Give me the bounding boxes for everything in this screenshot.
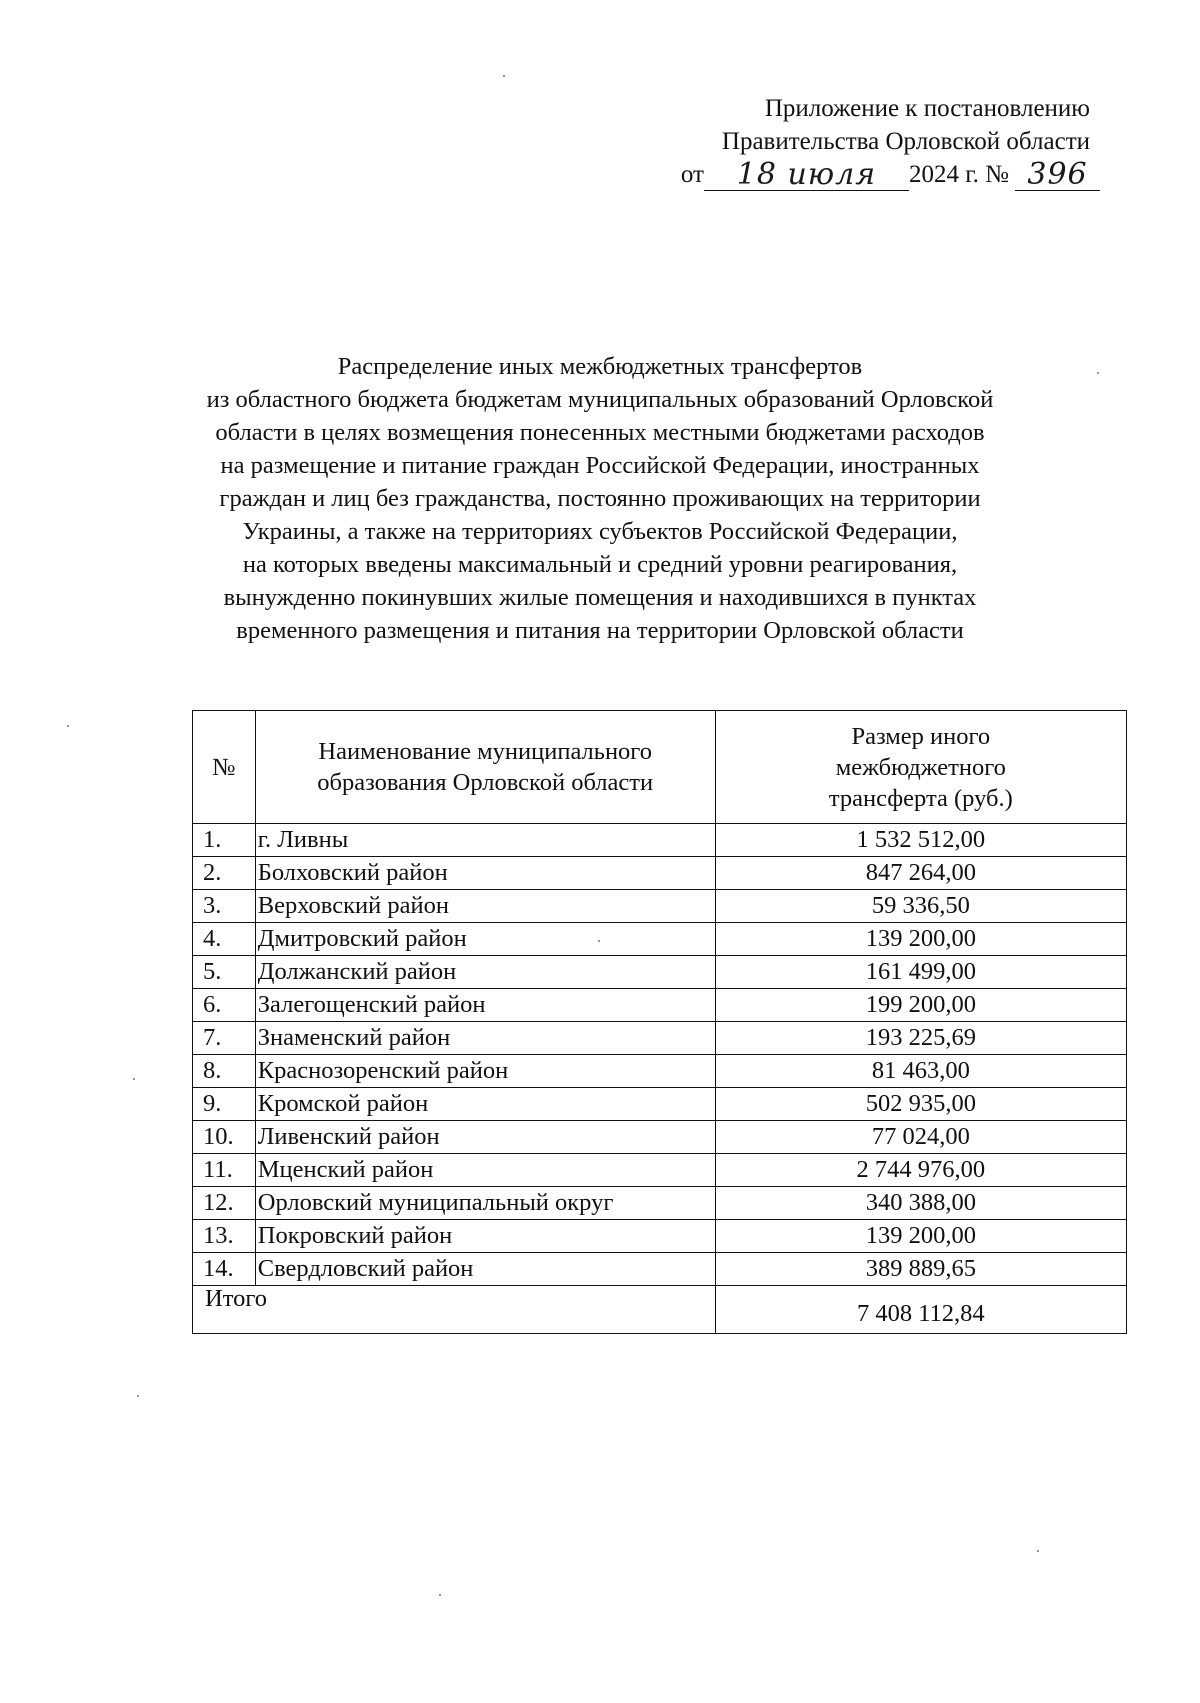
table-row bbox=[193, 1220, 1127, 1253]
scan-speck bbox=[503, 75, 505, 77]
title-line: области в целях возмещения понесенных местными бюджетами расходов bbox=[215, 419, 985, 446]
row-number: 3. bbox=[193, 890, 256, 923]
title-line: на которых введены максимальный и средний уровни реагирования, bbox=[242, 551, 958, 578]
header-number: № bbox=[193, 711, 256, 824]
handwritten-date: 18 июля bbox=[704, 160, 909, 191]
table-row bbox=[193, 1253, 1127, 1286]
title-line: вынужденно покинувших жилые помещения и находившихся в пунктах bbox=[223, 584, 977, 611]
scan-speck bbox=[1037, 1550, 1039, 1552]
municipality-name: Должанский район bbox=[255, 956, 715, 989]
row-number: 5. bbox=[193, 956, 256, 989]
table-row bbox=[193, 890, 1127, 923]
scan-speck bbox=[1097, 372, 1099, 374]
row-number: 7. bbox=[193, 1022, 256, 1055]
transfer-amount: 199 200,00 bbox=[715, 989, 1126, 1022]
row-number: 1. bbox=[193, 824, 256, 857]
municipality-name: Дмитровский район bbox=[255, 923, 715, 956]
transfer-amount: 193 225,69 bbox=[715, 1022, 1126, 1055]
title-line: Распределение иных межбюджетных трансфертов bbox=[337, 353, 863, 380]
row-number: 12. bbox=[193, 1187, 256, 1220]
municipality-name: Кромской район bbox=[255, 1088, 715, 1121]
title-line: временного размещения и питания на территории Орловской области bbox=[236, 617, 964, 644]
title-line: из областного бюджета бюджетам муниципальных образований Орловской bbox=[206, 386, 994, 413]
header-municipality-line-1: Наименование муниципального bbox=[318, 738, 652, 765]
table-row bbox=[193, 1121, 1127, 1154]
table-row bbox=[193, 956, 1127, 989]
table-row bbox=[193, 1088, 1127, 1121]
header-amount-line-1: Размер иного bbox=[851, 722, 991, 750]
transfer-amount: 847 264,00 bbox=[715, 857, 1126, 890]
table-row bbox=[193, 1154, 1127, 1187]
scan-speck bbox=[133, 1078, 135, 1080]
transfer-amount: 161 499,00 bbox=[715, 956, 1126, 989]
row-number: 10. bbox=[193, 1121, 256, 1154]
row-number: 14. bbox=[193, 1253, 256, 1286]
total-row bbox=[193, 1286, 1127, 1334]
scan-speck bbox=[439, 1594, 441, 1596]
total-amount: 7 408 112,84 bbox=[715, 1286, 1126, 1334]
row-number: 4. bbox=[193, 923, 256, 956]
transfer-amount: 77 024,00 bbox=[715, 1121, 1126, 1154]
handwritten-number: 396 bbox=[1015, 160, 1100, 191]
appendix-line-2: Правительства Орловской области bbox=[721, 128, 1090, 155]
municipality-name: Знаменский район bbox=[255, 1022, 715, 1055]
header-municipality bbox=[255, 711, 715, 824]
table-row bbox=[193, 1055, 1127, 1088]
scan-speck bbox=[137, 1395, 139, 1397]
document-title bbox=[150, 350, 1050, 647]
title-line: Украины, а также на территориях субъектов Российской Федерации, bbox=[242, 518, 958, 545]
municipality-name: Мценский район bbox=[255, 1154, 715, 1187]
transfer-amount: 502 935,00 bbox=[715, 1088, 1126, 1121]
row-number: 2. bbox=[193, 857, 256, 890]
municipality-name: Свердловский район bbox=[255, 1253, 715, 1286]
header-amount-line-3: трансферта (руб.) bbox=[828, 784, 1013, 812]
municipality-name: Покровский район bbox=[255, 1220, 715, 1253]
municipality-name: Верховский район bbox=[255, 890, 715, 923]
transfers-table bbox=[192, 710, 1127, 1334]
municipality-name: Орловский муниципальный округ bbox=[255, 1187, 715, 1220]
appendix-date-line bbox=[600, 158, 1100, 191]
row-number: 8. bbox=[193, 1055, 256, 1088]
row-number: 6. bbox=[193, 989, 256, 1022]
appendix-reference bbox=[600, 92, 1100, 191]
header-municipality-line-2: образования Орловской области bbox=[317, 769, 654, 796]
year-and-number-label: 2024 г. № bbox=[908, 161, 1009, 188]
total-label: Итого bbox=[193, 1286, 716, 1334]
transfer-amount: 81 463,00 bbox=[715, 1055, 1126, 1088]
table-row bbox=[193, 989, 1127, 1022]
transfer-amount: 59 336,50 bbox=[715, 890, 1126, 923]
row-number: 13. bbox=[193, 1220, 256, 1253]
municipality-name: Залегощенский район bbox=[255, 989, 715, 1022]
municipality-name: Ливенский район bbox=[255, 1121, 715, 1154]
row-number: 11. bbox=[193, 1154, 256, 1187]
table-row bbox=[193, 923, 1127, 956]
table-row bbox=[193, 857, 1127, 890]
transfer-amount: 389 889,65 bbox=[715, 1253, 1126, 1286]
table-row bbox=[193, 1187, 1127, 1220]
date-prefix: от bbox=[680, 161, 704, 188]
appendix-line-1: Приложение к постановлению bbox=[764, 95, 1090, 122]
row-number: 9. bbox=[193, 1088, 256, 1121]
scan-speck bbox=[67, 725, 69, 727]
municipality-name: Болховский район bbox=[255, 857, 715, 890]
transfer-amount: 1 532 512,00 bbox=[715, 824, 1126, 857]
header-amount bbox=[715, 711, 1126, 824]
transfer-amount: 340 388,00 bbox=[715, 1187, 1126, 1220]
municipality-name: г. Ливны bbox=[255, 824, 715, 857]
scan-speck bbox=[598, 940, 600, 942]
transfer-amount: 2 744 976,00 bbox=[715, 1154, 1126, 1187]
table-row bbox=[193, 1022, 1127, 1055]
table-header-row bbox=[193, 711, 1127, 824]
transfer-amount: 139 200,00 bbox=[715, 923, 1126, 956]
title-line: на размещение и питание граждан Российской Федерации, иностранных bbox=[220, 452, 980, 479]
header-amount-line-2: межбюджетного bbox=[835, 753, 1006, 781]
table-row bbox=[193, 824, 1127, 857]
municipality-name: Краснозоренский район bbox=[255, 1055, 715, 1088]
transfer-amount: 139 200,00 bbox=[715, 1220, 1126, 1253]
title-line: граждан и лиц без гражданства, постоянно проживающих на территории bbox=[219, 485, 981, 512]
